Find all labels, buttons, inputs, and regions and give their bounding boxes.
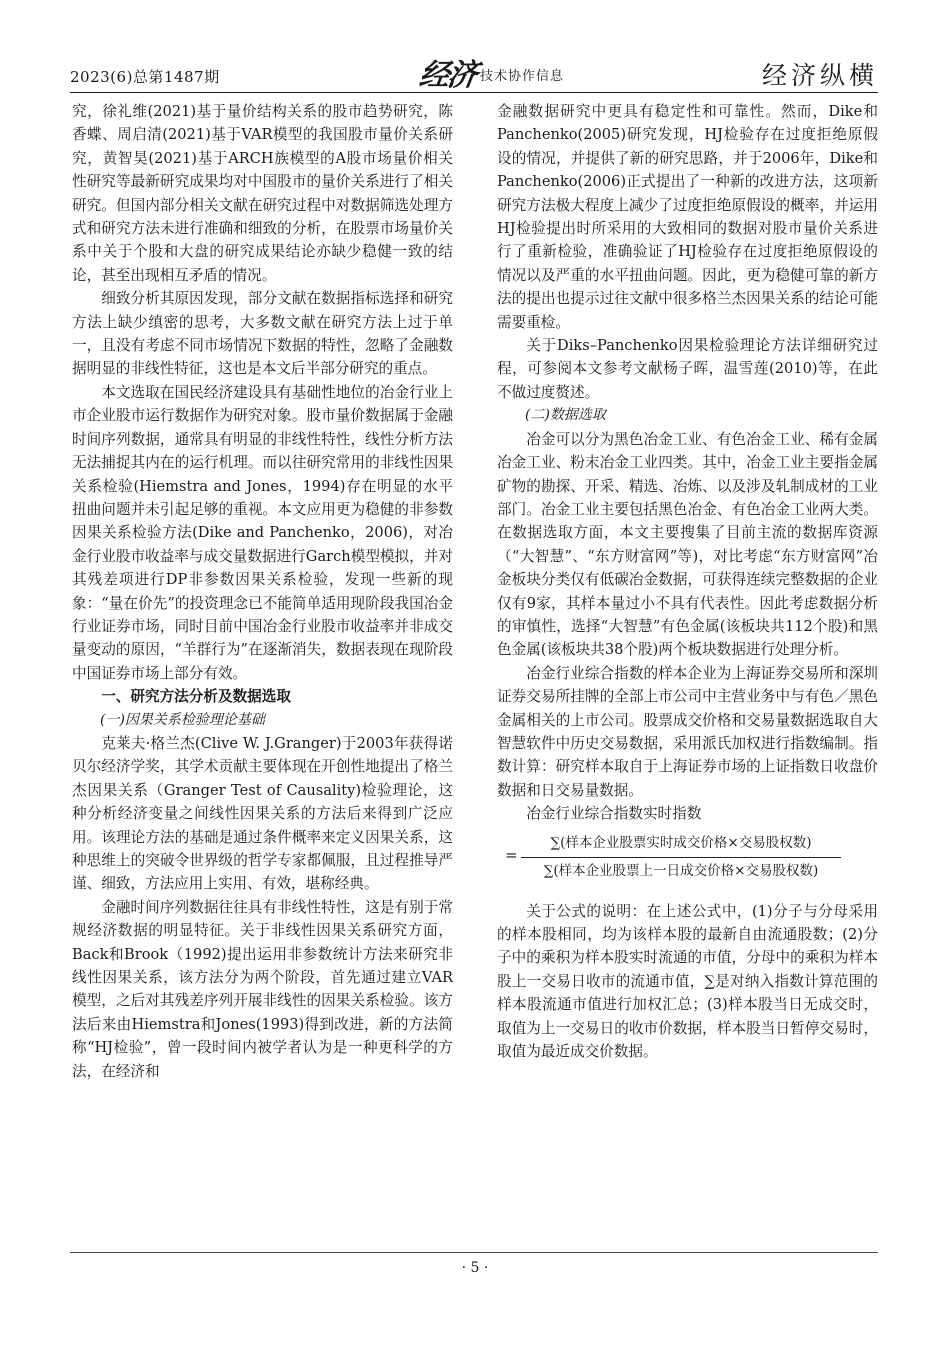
formula-caption: 冶金行业综合指数实时指数 (526, 805, 702, 823)
page-number: · 5 · (461, 1260, 489, 1276)
logo-sub-text: 技术协作信息 (480, 69, 565, 84)
header-divider (70, 92, 878, 93)
formula-fraction (521, 832, 841, 884)
formula-numerator: ∑(样本企业股票实时成交价格×交易股权数) (550, 834, 812, 851)
formula-denominator: ∑(样本企业股票上一日成交价格×交易股权数) (543, 863, 819, 879)
paragraph: 关于公式的说明：在上述公式中，(1)分子与分母采用的样本股相同，均为该样本股的最新自由流通股数；(2)分子中的乘积为样本股实时流通的市值，分母中的乘积为样本股上一交易日收市的流通市值，∑是对纳入指数计算范围的样本股流通市值进行加权汇总；(3)样本股当日无成交时，取值为上一交易日的收市价数据，样本股当日暂停交易时，取值为最近成交价数据。 (497, 902, 878, 1061)
subsection-heading: (一)因果关系检验理论基础 (100, 711, 265, 728)
paragraph: 金融时间序列数据往往具有非线性特性，这是有别于常规经济数据的明显特征。关于非线性因果关系研究方面，Back和Brook（1992)提出运用非参数统计方法来研究非线性因果关系，该方法分为两个阶段，首先通过建立VAR模型，之后对其残差序列开展非线性的因果关系检验。该方法后来由Hiemstra和Jones(1993)得到改进，新的方法简称“HJ检验”，曾一段时间内被学者认为是一种更科学的方法，在经济和 (72, 898, 453, 1080)
paragraph: 本文选取在国民经济建设具有基础性地位的冶金行业上市企业股市运行数据作为研究对象。股市量价数据属于金融时间序列数据，通常具有明显的非线性特性，线性分析方法无法捕捉其内在的运行机理。而以往研究常用的非线性因果关系检验(Hiemstra and Jones，1994)存在明显的水平扭曲问题并未引起足够的重视。本文应用更为稳健的非参数因果关系检验方法(Dike and Panchenko，2006)，对冶金行业股市收益率与成交量数据进行Garch模型模拟，并对其残差项进行DP非参数因果关系检验，发现一些新的现象：“量在价先”的投资理念已不能简单适用现阶段我国冶金行业证券市场，同时目前中国冶金行业股市收益率并非成交量变动的原因，“羊群行为”在逐渐消失，数据表现在现阶段中国证券市场上部分有效。 (72, 383, 453, 682)
footer-divider (70, 1252, 878, 1253)
paragraph: 冶金可以分为黑色冶金工业、有色冶金工业、稀有金属冶金工业、粉末冶金工业四类。其中，冶金工业主要指金属矿物的勘探、开采、精选、冶炼、以及涉及轧制成材的工业部门。冶金工业主要包括黑色冶金、有色冶金工业两大类。在数据选取方面，本文主要搜集了目前主流的数据库资源（“大智慧”、“东方财富网”等)，对比考虑“东方财富网”冶金板块分类仅有低碳冶金数据，可获得连续完整数据的企业仅有9家，其样本量过小不具有代表性。因此考虑数据分析的审慎性，选择“大智慧”有色金属(该板块共112个股)和黑色金属(该板块共38个股)两个板块数据进行处理分析。 (497, 430, 878, 659)
paragraph: 克莱夫·格兰杰(Clive W. J.Granger)于2003年获得诺贝尔经济学奖，其学术贡献主要体现在开创性地提出了格兰杰因果关系（Granger Test of Causality)检验理论，这种分析经济变量之间线性因果关系的方法后来得到广泛应用。该理论方法的基础是通过条件概率来定义因果关系，这种思维上的突破令世界级的哲学专家都佩服，且过程推导严谨、细致，方法应用上实用、有效，堪称经典。 (72, 734, 453, 893)
journal-logo (417, 50, 590, 93)
page-header (70, 50, 878, 94)
paragraph: 究，徐礼维(2021)基于量价结构关系的股市趋势研究，陈香蝶、周启清(2021)基于VAR模型的我国股市量价关系研究，黄智昊(2021)基于ARCH族模型的A股市场量价相关性研究等最新研究成果均对中国股市的量价关系进行了相关研究。但国内部分相关文献在研究过程中对数据筛选处理方式和研究方法未进行准确和细致的分析，在股票市场量价关系中关于个股和大盘的研究成果结论亦缺少稳健一致的结论，甚至出现相互矛盾的情况。 (72, 103, 453, 284)
section-heading: 一、研究方法分析及数据选取 (101, 688, 291, 706)
paragraph: 关于Diks–Panchenko因果检验理论方法详细研究过程，可参阅本文参考文献杨子晖，温雪莲(2010)等，在此不做过度赘述。 (497, 337, 878, 401)
right-column (497, 100, 878, 1063)
issue-label: 2023(6)总第1487期 (70, 68, 220, 86)
paragraph: 细致分析其原因发现，部分文献在数据指标选择和研究方法上缺少缜密的思考，大多数文献在研究方法上过于单一，且没有考虑不同市场情况下数据的特性，忽略了金融数据明显的非线性特征，这也是本文后半部分研究的重点。 (72, 290, 453, 378)
column-title: 经济纵横 (761, 61, 878, 90)
index-formula (497, 832, 878, 878)
subsection-heading: (二)数据选取 (525, 407, 606, 424)
paragraph: 冶金行业综合指数的样本企业为上海证券交易所和深圳证券交易所挂牌的全部上市公司中主营业务中与有色／黑色金属相关的上市公司。股票成交价格和交易量数据选取自大智慧软件中历史交易数据，采用派氏加权进行指数编制。指数计算：研究样本取自于上海证券市场的上证指数日收盘价数据和日交易量数据。 (497, 664, 878, 799)
left-column (72, 100, 453, 1083)
logo-main-text: 经济 (417, 58, 478, 93)
formula-equals: = (505, 845, 518, 864)
paragraph: 金融数据研究中更具有稳定性和可靠性。然而，Dike和Panchenko(2005)研究发现，HJ检验存在过度拒绝原假设的情况，并提供了新的研究思路，并于2006年，Dike和Panchenko(2006)正式提出了一种新的改进方法，这项新研究方法极大程度上减少了过度拒绝原假设的概率，并运用HJ检验提出时所采用的大致相同的数据对股市量价关系进行了重新检验，准确验证了HJ检验存在过度拒绝原假设的情况以及严重的水平扭曲问题。因此，更为稳健可靠的新方法的提出也提示过往文献中很多格兰杰因果关系的结论可能需要重检。 (497, 103, 878, 331)
